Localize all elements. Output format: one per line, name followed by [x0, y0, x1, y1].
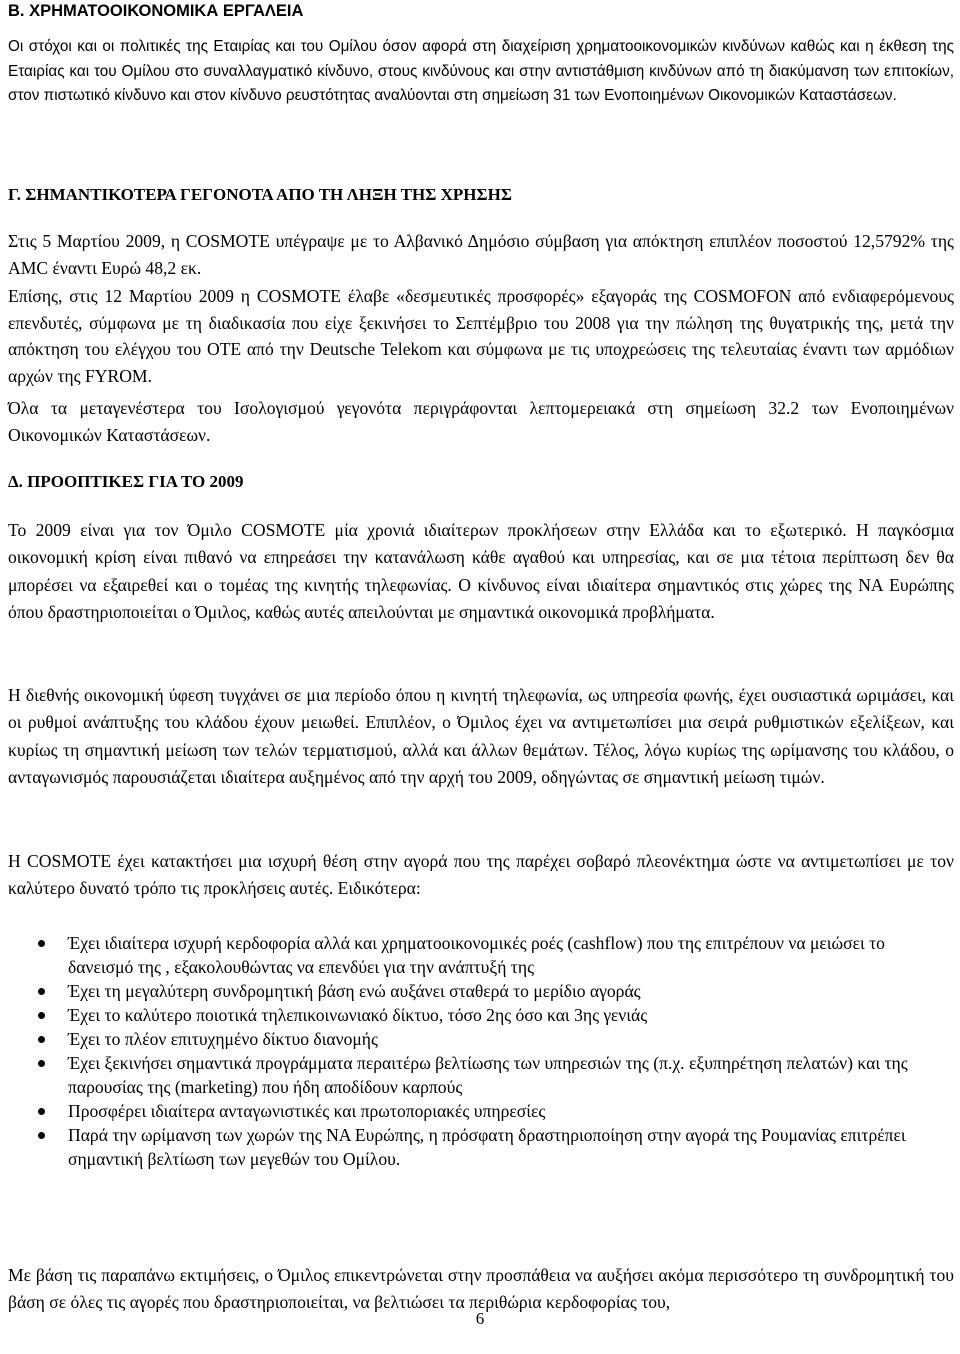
section-c-heading: Γ. ΣΗΜΑΝΤΙΚΟΤΕΡΑ ΓΕΓΟΝΟΤΑ ΑΠΟ ΤΗ ΛΗΞΗ ΤΗΣ ΧΡΗΣΗΣ: [8, 185, 512, 204]
section-c-paragraph-2: Επίσης, στις 12 Μαρτίου 2009 η COSMOTE έλαβε «δεσμευτικές προσφορές» εξαγοράς της COSMOFON από ενδιαφερόμενους επενδυτές, σύμφωνα με τη διαδικασία που είχε ξεκινήσει το Σεπτέμβριο του 2008 για την πώληση της θυγατρικής της, μετά την απόκτηση του ελέγχου του ΟΤΕ από την Deutsche Telekom και σύμφωνα με τις υποχρεώσεις της τελευταίας έναντι των αρμόδιων αρχών της FYROM.: [8, 286, 954, 386]
list-item: Έχει το καλύτερο ποιοτικά τηλεπικοινωνιακό δίκτυο, τόσο 2ης όσο και 3ης γενιάς: [0, 1003, 948, 1027]
bullet-icon: [38, 1012, 45, 1019]
section-b-heading: Β. ΧΡΗΜΑΤΟΟΙΚΟΝΟΜΙΚΑ ΕΡΓΑΛΕΙΑ: [8, 2, 304, 20]
page-number: 6: [475, 1309, 485, 1328]
list-item: Παρά την ωρίμανση των χωρών της ΝΑ Ευρώπης, η πρόσφατη δραστηριοποίηση στην αγορά της Ρουμανίας επιτρέπει σημαντική βελτίωση των μεγεθών του Ομίλου.: [0, 1123, 948, 1171]
strengths-list: [0, 931, 960, 1171]
section-d-paragraph-2: Η διεθνής οικονομική ύφεση τυγχάνει σε μια περίοδο όπου η κινητή τηλεφωνία, ως υπηρεσία φωνής, έχει ουσιαστικά ωριμάσει, και οι ρυθμοί ανάπτυξης του κλάδου έχουν μειωθεί. Επιπλέον, ο Όμιλος έχει να αντιμετωπίσει μια σειρά ρυθμιστικών εξελίξεων, και κυρίως τη σημαντική μείωση των τελών τερματισμού, αλλά και άλλων θεμάτων. Τέλος, λόγω κυρίως της ωρίμανσης του κλάδου, ο ανταγωνισμός παρουσιάζεται ιδιαίτερα αυξημένος από την αρχή του 2009, οδηγώντας σε σημαντική μείωση τιμών.: [8, 685, 954, 787]
bullet-icon: [38, 940, 45, 947]
list-item: Έχει ξεκινήσει σημαντικά προγράμματα περαιτέρω βελτίωσης των υπηρεσιών της (π.χ. εξυπηρέτηση πελατών) και της παρουσίας της (marketing) που ήδη αποδίδουν καρπούς: [0, 1051, 948, 1099]
bullet-icon: [38, 1036, 45, 1043]
section-d-paragraph-4: Με βάση τις παραπάνω εκτιμήσεις, ο Όμιλος επικεντρώνεται στην προσπάθεια να αυξήσει ακόμα περισσότερο τη συνδρομητική του βάση σε όλες τις αγορές που δραστηριοποιείται, να βελτιώσει τα περιθώρια κερδοφορίας του,: [8, 1265, 954, 1313]
section-d-heading: Δ. ΠΡΟΟΠΤΙΚΕΣ ΓΙΑ ΤΟ 2009: [8, 472, 244, 491]
section-d-paragraph-1: Το 2009 είναι για τον Όμιλο COSMOTE μία χρονιά ιδιαίτερων προκλήσεων στην Ελλάδα και το εξωτερικό. Η παγκόσμια οικονομική κρίση είναι πιθανό να επηρεάσει την κατανάλωση κάθε αγαθού και υπηρεσίας, και σε μια τέτοια περίπτωση δεν θα μπορέσει να εξαιρεθεί και ο τομέας της κινητής τηλεφωνίας. Ο κίνδυνος είναι ιδιαίτερα σημαντικός στις χώρες της ΝΑ Ευρώπης όπου δραστηριοποιείται ο Όμιλος, καθώς αυτές απειλούνται με σημαντικά οικονομικά προβλήματα.: [8, 520, 954, 622]
bullet-icon: [38, 988, 45, 995]
section-c-paragraph-1: Στις 5 Μαρτίου 2009, η COSMOTE υπέγραψε με το Αλβανικό Δημόσιο σύμβαση για απόκτηση επιπλέον ποσοστού 12,5792% της AMC έναντι Ευρώ 48,2 εκ.: [8, 231, 954, 279]
list-item: Έχει το πλέον επιτυχημένο δίκτυο διανομής: [0, 1027, 948, 1051]
bullet-icon: [38, 1108, 45, 1115]
list-item: Έχει ιδιαίτερα ισχυρή κερδοφορία αλλά και χρηματοοικονομικές ροές (cashflow) που της επιτρέπουν να μειώσει το δανεισμό της , εξακολουθώντας να επενδύει για την ανάπτυξή της: [0, 931, 948, 979]
section-c-paragraph-3: Όλα τα μεταγενέστερα του Ισολογισμού γεγονότα περιγράφονται λεπτομερειακά στη σημείωση 32.2 των Ενοποιημένων Οικονομικών Καταστάσεων.: [8, 398, 954, 446]
bullet-icon: [38, 1132, 45, 1139]
list-item: Έχει τη μεγαλύτερη συνδρομητική βάση ενώ αυξάνει σταθερά το μερίδιο αγοράς: [0, 979, 948, 1003]
list-item: Προσφέρει ιδιαίτερα ανταγωνιστικές και πρωτοποριακές υπηρεσίες: [0, 1099, 948, 1123]
section-b-paragraph: Οι στόχοι και οι πολιτικές της Εταιρίας και του Ομίλου όσον αφορά στη διαχείριση χρηματοοικονομικών κινδύνων καθώς και η έκθεση της Εταιρίας και του Ομίλου στο συναλλαγματικό κίνδυνο, στους κινδύνους και στην αντιστάθμιση κινδύνων από τη διακύμανση των επιτοκίων, στον πιστωτικό κίνδυνο και στον κίνδυνο ρευστότητας αναλύονται στη σημείωση 31 των Ενοποιημένων Οικονομικών Καταστάσεων.: [8, 38, 954, 105]
section-d-paragraph-3: Η COSMOTE έχει κατακτήσει μια ισχυρή θέση στην αγορά που της παρέχει σοβαρό πλεονέκτημα ώστε να αντιμετωπίσει με τον καλύτερο δυνατό τρόπο τις προκλήσεις αυτές. Ειδικότερα:: [8, 851, 954, 899]
bullet-icon: [38, 1060, 45, 1067]
